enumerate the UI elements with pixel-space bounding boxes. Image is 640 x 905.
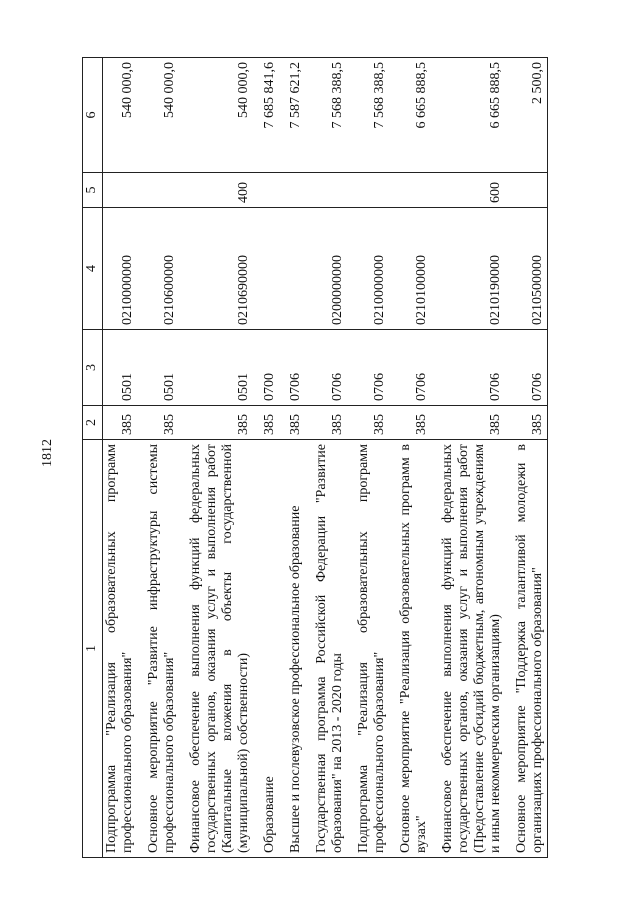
section-code-cell: 0700 <box>261 330 279 406</box>
target-code-cell <box>287 208 305 330</box>
row-spacer <box>179 58 187 858</box>
expense-type-cell <box>313 173 347 208</box>
column-header: 1 <box>83 440 103 858</box>
row-spacer <box>505 58 513 858</box>
section-code-cell: 0706 <box>287 330 305 406</box>
row-spacer <box>347 58 355 858</box>
section-code-cell: 0501 <box>145 330 179 406</box>
row-spacer <box>431 58 439 858</box>
amount-cell: 7 685 841,6 <box>261 58 279 173</box>
admin-code-cell: 385 <box>313 406 347 440</box>
table-row <box>513 58 548 858</box>
table-row <box>145 58 179 858</box>
budget-table-container <box>82 58 560 858</box>
row-name-cell: Образование <box>261 440 279 858</box>
row-name-cell: Основное мероприятие "Поддержка талантливой молодежи в организациях профессионального образования" <box>513 440 548 858</box>
table-row <box>313 58 347 858</box>
row-name-cell: Государственная программа Российской Федерации "Развитие образования" на 2013 - 2020 годы <box>313 440 347 858</box>
target-code-cell: 0210000000 <box>103 208 138 330</box>
table-row <box>439 58 505 858</box>
table-body <box>103 58 548 858</box>
table-row <box>355 58 389 858</box>
target-code-cell: 0210000000 <box>355 208 389 330</box>
row-name-cell: Финансовое обеспечение выполнения функций федеральных государственных органов, оказания услуг и выполнения работ (Предоставление субсидий бюджетным, автономным учреждениям и иным некоммерческим организациям) <box>439 440 505 858</box>
amount-cell: 6 665 888,5 <box>439 58 505 173</box>
admin-code-cell: 385 <box>355 406 389 440</box>
admin-code-cell: 385 <box>513 406 548 440</box>
column-header: 3 <box>83 330 103 406</box>
column-header: 6 <box>83 58 103 173</box>
amount-cell: 540 000,0 <box>103 58 138 173</box>
section-code-cell: 0501 <box>187 330 253 406</box>
target-code-cell: 0210600000 <box>145 208 179 330</box>
expense-type-cell: 400 <box>187 173 253 208</box>
row-spacer <box>389 58 397 858</box>
row-spacer <box>279 58 287 858</box>
column-header-row <box>83 58 103 858</box>
section-code-cell: 0706 <box>355 330 389 406</box>
amount-cell: 540 000,0 <box>145 58 179 173</box>
row-spacer <box>305 58 313 858</box>
admin-code-cell: 385 <box>397 406 431 440</box>
table-row <box>187 58 253 858</box>
target-code-cell: 0210500000 <box>513 208 548 330</box>
expense-type-cell <box>355 173 389 208</box>
amount-cell: 2 500,0 <box>513 58 548 173</box>
admin-code-cell: 385 <box>103 406 138 440</box>
section-code-cell: 0706 <box>313 330 347 406</box>
target-code-cell: 0210100000 <box>397 208 431 330</box>
target-code-cell: 0200000000 <box>313 208 347 330</box>
expense-type-cell <box>287 173 305 208</box>
expense-type-cell <box>103 173 138 208</box>
amount-cell: 6 665 888,5 <box>397 58 431 173</box>
row-name-cell: Основное мероприятие "Развитие инфраструктуры системы профессионального образования" <box>145 440 179 858</box>
budget-table <box>82 57 548 858</box>
section-code-cell: 0706 <box>397 330 431 406</box>
expense-type-cell <box>145 173 179 208</box>
row-name-cell: Финансовое обеспечение выполнения функций федеральных государственных органов, оказания услуг и выполнения работ (Капитальные вложения в объекты государственной (муниципальной) собственности) <box>187 440 253 858</box>
table-row <box>287 58 305 858</box>
column-header: 2 <box>83 406 103 440</box>
admin-code-cell: 385 <box>287 406 305 440</box>
admin-code-cell: 385 <box>261 406 279 440</box>
row-spacer <box>253 58 261 858</box>
expense-type-cell <box>513 173 548 208</box>
table-row <box>397 58 431 858</box>
amount-cell: 7 568 388,5 <box>355 58 389 173</box>
section-code-cell: 0706 <box>439 330 505 406</box>
table-row <box>261 58 279 858</box>
section-code-cell: 0501 <box>103 330 138 406</box>
expense-type-cell <box>397 173 431 208</box>
table-row <box>103 58 138 858</box>
row-name-cell: Высшее и послевузовское профессиональное образование <box>287 440 305 858</box>
row-spacer <box>137 58 145 858</box>
admin-code-cell: 385 <box>439 406 505 440</box>
admin-code-cell: 385 <box>187 406 253 440</box>
column-header: 4 <box>83 208 103 330</box>
column-header: 5 <box>83 173 103 208</box>
amount-cell: 540 000,0 <box>187 58 253 173</box>
row-name-cell: Подпрограмма "Реализация образовательных программ профессионального образования" <box>355 440 389 858</box>
row-name-cell: Основное мероприятие "Реализация образовательных программ в вузах" <box>397 440 431 858</box>
admin-code-cell: 385 <box>145 406 179 440</box>
target-code-cell <box>261 208 279 330</box>
target-code-cell: 0210190000 <box>439 208 505 330</box>
page-number: 1812 <box>40 439 55 467</box>
row-name-cell: Подпрограмма "Реализация образовательных программ профессионального образования" <box>103 440 138 858</box>
amount-cell: 7 587 621,2 <box>287 58 305 173</box>
target-code-cell: 0210690000 <box>187 208 253 330</box>
expense-type-cell: 600 <box>439 173 505 208</box>
section-code-cell: 0706 <box>513 330 548 406</box>
amount-cell: 7 568 388,5 <box>313 58 347 173</box>
expense-type-cell <box>261 173 279 208</box>
